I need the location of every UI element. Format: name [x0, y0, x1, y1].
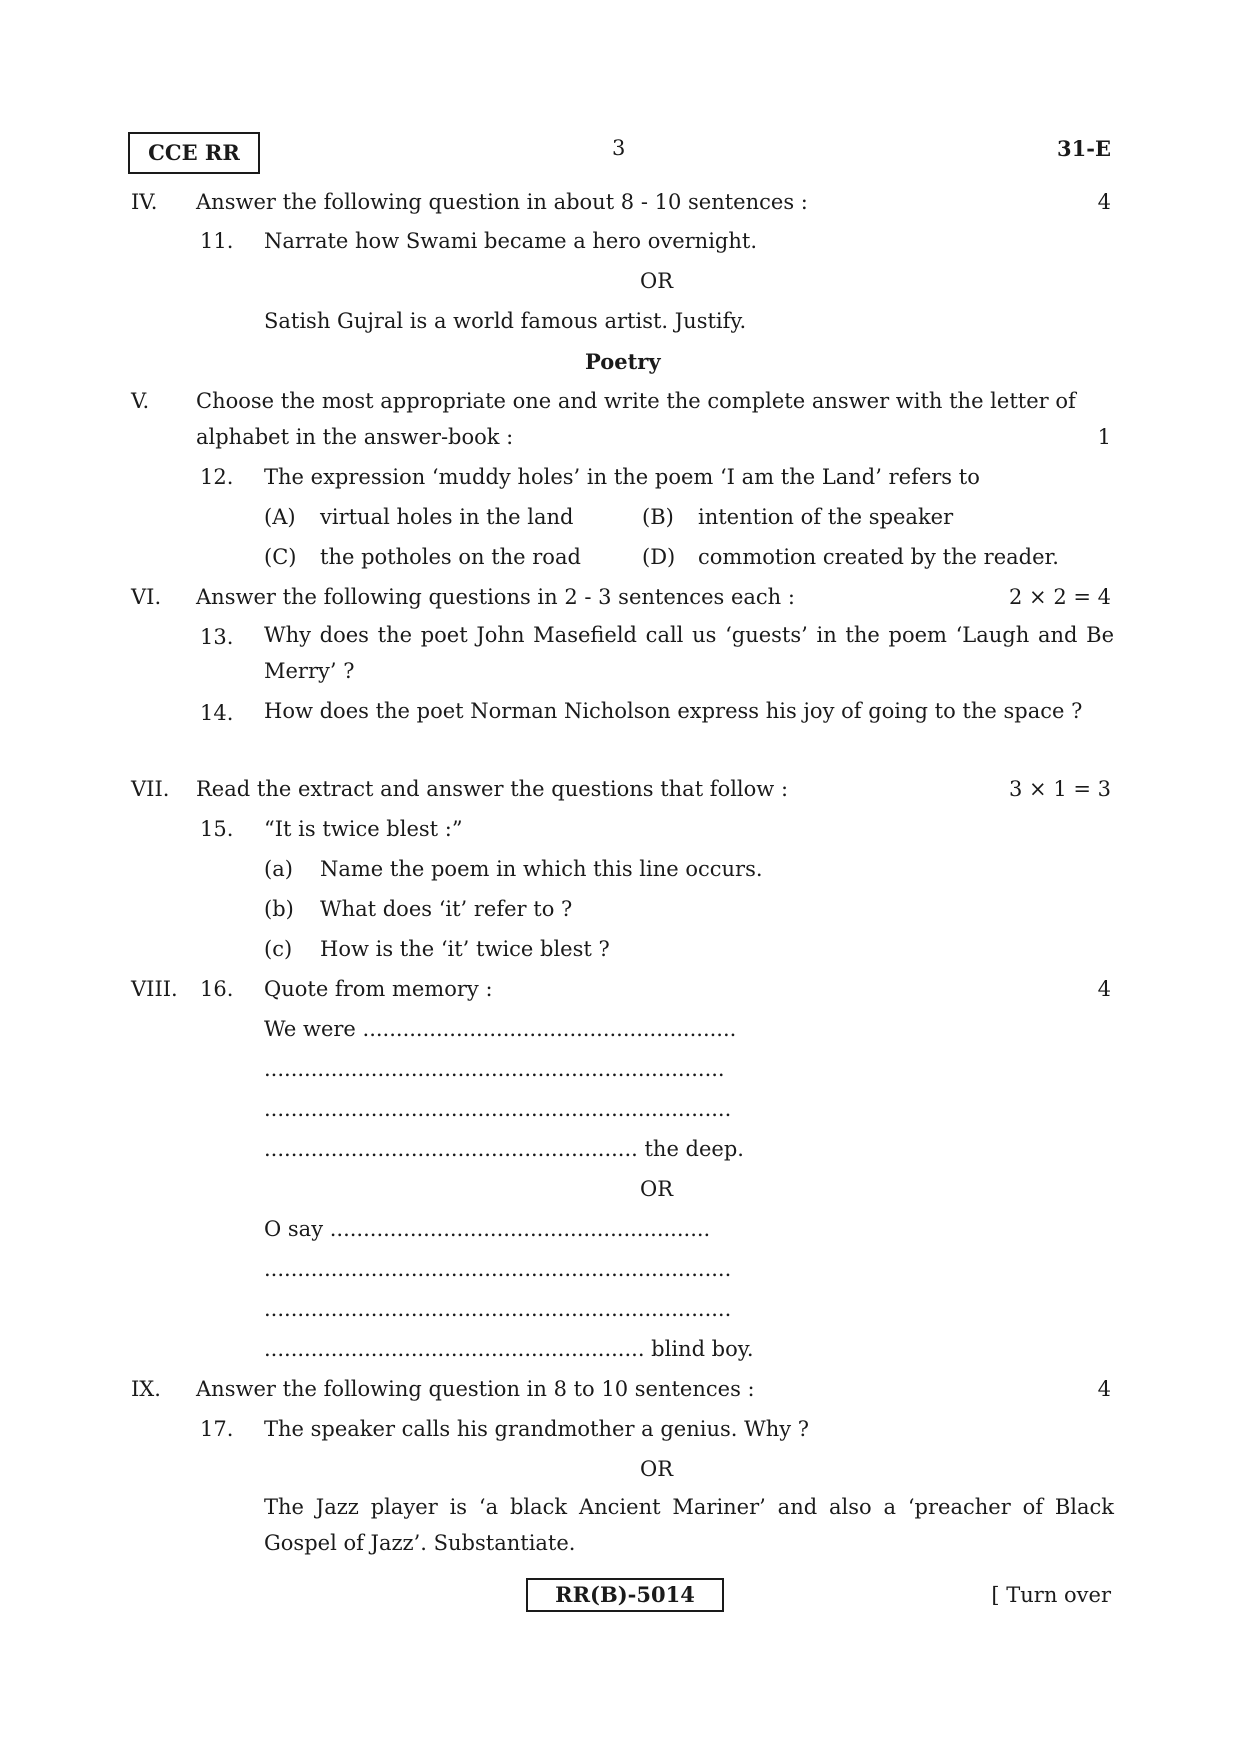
quote-b-line-3: ......................................................................	[264, 1297, 732, 1321]
q4-numeral: IV.	[131, 190, 158, 214]
q7-instruction: Read the extract and answer the questions that follow :	[196, 777, 789, 801]
q7-marks: 3 × 1 = 3	[1009, 777, 1111, 801]
q16-number: 16.	[200, 977, 234, 1001]
q11-alt-text: Satish Gujral is a world famous artist. Justify.	[264, 309, 747, 333]
paper-code: 31-E	[1057, 136, 1111, 161]
q5-marks: 1	[1097, 425, 1111, 449]
q15b-text: What does ‘it’ refer to ?	[320, 897, 573, 921]
q17-or: OR	[640, 1457, 674, 1481]
q13-number: 13.	[200, 625, 234, 649]
footer-code: RR(B)-5014	[555, 1582, 695, 1607]
q11-text: Narrate how Swami became a hero overnight.	[264, 229, 758, 253]
q6-instruction: Answer the following questions in 2 - 3 sentences each :	[196, 585, 795, 609]
q15-text: “It is twice blest :”	[264, 817, 463, 841]
page-number: 3	[612, 136, 626, 160]
q5-instruction-line2: alphabet in the answer-book :	[196, 425, 514, 449]
q9-numeral: IX.	[131, 1377, 161, 1401]
section-heading-poetry: Poetry	[585, 349, 661, 374]
quote-a-line-3: ......................................................................	[264, 1097, 732, 1121]
q15-number: 15.	[200, 817, 234, 841]
q15a-letter: (a)	[264, 857, 293, 881]
quote-a-line-2: .....................................................................	[264, 1057, 725, 1081]
q4-instruction: Answer the following question in about 8 - 10 sentences :	[196, 190, 808, 214]
q5-instruction-line1: Choose the most appropriate one and write the complete answer with the letter of	[196, 389, 1076, 413]
q14-number: 14.	[200, 701, 234, 725]
q17-number: 17.	[200, 1417, 234, 1441]
footer-code-box	[526, 1578, 724, 1612]
q16-instruction: Quote from memory :	[264, 977, 493, 1001]
option-a-letter: (A)	[264, 505, 296, 529]
q7-numeral: VII.	[131, 777, 170, 801]
q17-alt-text: The Jazz player is ‘a black Ancient Mariner’ and also a ‘preacher of Black Gospel of Jazz’. Substantiate.	[264, 1495, 1114, 1555]
q17-text: The speaker calls his grandmother a genius. Why ?	[264, 1417, 810, 1441]
q5-numeral: V.	[131, 389, 150, 413]
turn-over-label: [ Turn over	[991, 1583, 1111, 1607]
q12-number: 12.	[200, 465, 234, 489]
option-c-letter: (C)	[264, 545, 297, 569]
q8-numeral: VIII.	[131, 977, 178, 1001]
q6-marks: 2 × 2 = 4	[1009, 585, 1111, 609]
q11-or: OR	[640, 269, 674, 293]
q15c-text: How is the ‘it’ twice blest ?	[320, 937, 610, 961]
option-c-text: the potholes on the road	[320, 545, 581, 569]
option-d-letter: (D)	[642, 545, 676, 569]
quote-a-line-4: ........................................................ the deep.	[264, 1137, 744, 1161]
header-label-box	[128, 132, 260, 174]
header-label: CCE RR	[148, 140, 240, 165]
q15c-letter: (c)	[264, 937, 293, 961]
q15a-text: Name the poem in which this line occurs.	[320, 857, 763, 881]
q6-numeral: VI.	[131, 585, 162, 609]
q4-marks: 4	[1097, 190, 1111, 214]
q11-number: 11.	[200, 229, 234, 253]
q14-text: How does the poet Norman Nicholson express his joy of going to the space ?	[264, 699, 1083, 723]
quote-or: OR	[640, 1177, 674, 1201]
q13-text: Why does the poet John Masefield call us ‘guests’ in the poem ‘Laugh and Be Merry’ ?	[264, 623, 1114, 683]
option-b-letter: (B)	[642, 505, 674, 529]
option-a-text: virtual holes in the land	[320, 505, 574, 529]
q9-instruction: Answer the following question in 8 to 10 sentences :	[196, 1377, 755, 1401]
q12-text: The expression ‘muddy holes’ in the poem ‘I am the Land’ refers to	[264, 465, 980, 489]
quote-b-line-2: ......................................................................	[264, 1257, 732, 1281]
q15b-letter: (b)	[264, 897, 294, 921]
quote-b-line-1: O say .........................................................	[264, 1217, 711, 1241]
option-d-text: commotion created by the reader.	[698, 545, 1059, 569]
quote-b-line-4: ......................................................... blind boy.	[264, 1337, 754, 1361]
q8-marks: 4	[1097, 977, 1111, 1001]
quote-a-line-1: We were ........................................................	[264, 1017, 737, 1041]
q9-marks: 4	[1097, 1377, 1111, 1401]
option-b-text: intention of the speaker	[698, 505, 954, 529]
